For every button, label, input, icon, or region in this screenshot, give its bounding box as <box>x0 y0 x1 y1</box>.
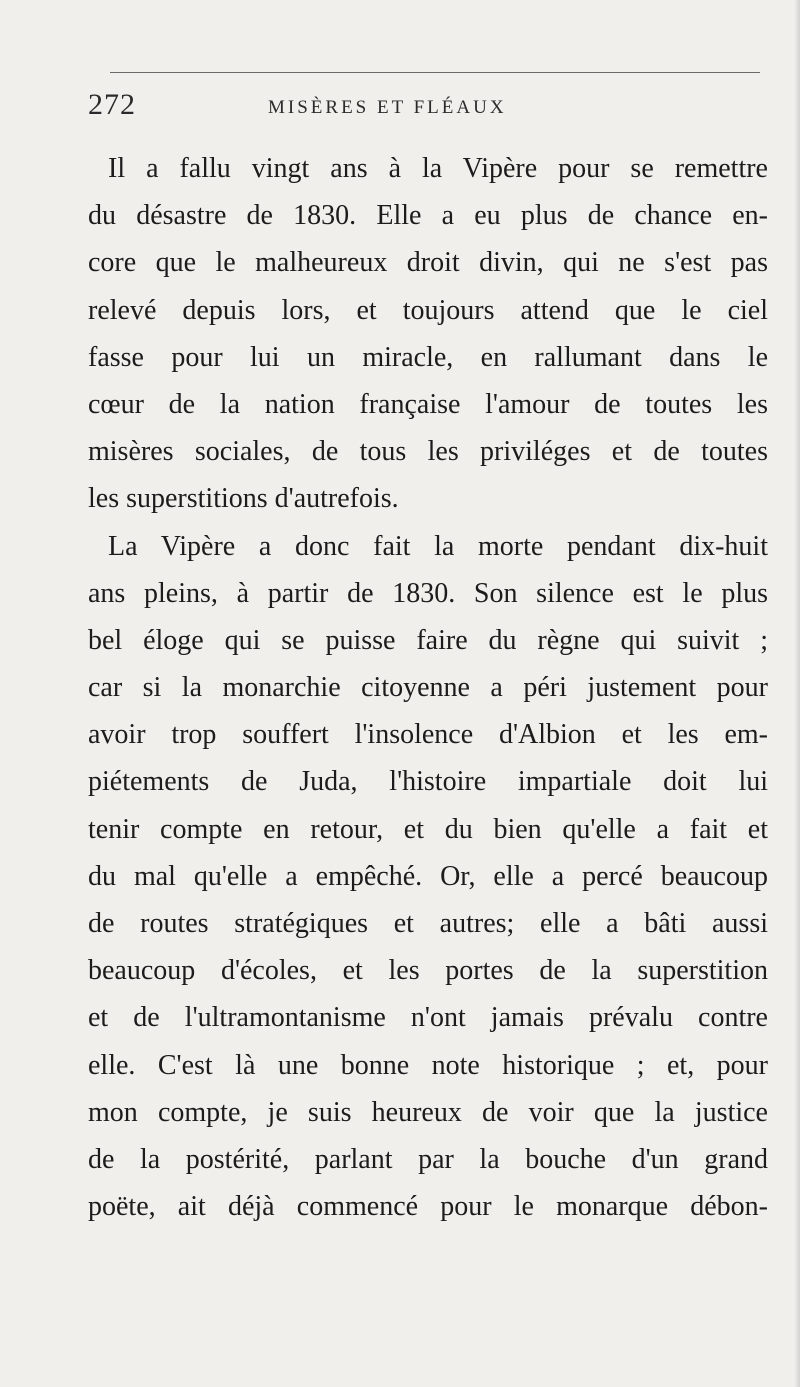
text-line: poëte, ait déjà commencé pour le monarque débon- <box>88 1191 768 1223</box>
text-line: bel éloge qui se puisse faire du règne qui suivit ; <box>88 624 768 656</box>
text-line: les superstitions d'autrefois. <box>88 483 399 515</box>
text-line: du mal qu'elle a empêché. Or, elle a percé beaucoup <box>88 860 768 892</box>
text-line: fasse pour lui un miracle, en rallumant dans le <box>88 341 768 373</box>
text-line: mon compte, je suis heureux de voir que la justice <box>88 1096 768 1128</box>
text-line: La Vipère a donc fait la morte pendant dix-huit <box>108 530 768 562</box>
text-line: de la postérité, parlant par la bouche d'un grand <box>88 1143 768 1175</box>
text-line: tenir compte en retour, et du bien qu'elle a fait et <box>88 813 768 845</box>
text-line: core que le malheureux droit divin, qui ne s'est pas <box>88 247 768 279</box>
text-line: et de l'ultramontanisme n'ont jamais prévalu contre <box>88 1002 768 1034</box>
text-line: cœur de la nation française l'amour de toutes les <box>88 388 768 420</box>
text-line: elle. C'est là une bonne note historique ; et, pour <box>88 1049 768 1081</box>
text-line: du désastre de 1830. Elle a eu plus de chance en- <box>88 200 768 232</box>
text-line: avoir trop souffert l'insolence d'Albion et les em- <box>88 719 768 751</box>
text-line: beaucoup d'écoles, et les portes de la superstition <box>88 955 768 987</box>
text-line: misères sociales, de tous les priviléges et de toutes <box>88 436 768 468</box>
text-line: car si la monarchie citoyenne a péri justement pour <box>88 672 768 704</box>
body-text <box>88 145 768 1230</box>
text-line: piétements de Juda, l'histoire impartiale doit lui <box>88 766 768 798</box>
page-edge-shadow <box>794 0 800 1387</box>
text-line: Il a fallu vingt ans à la Vipère pour se remettre <box>108 153 768 184</box>
running-title: MISÈRES ET FLÉAUX <box>268 97 507 118</box>
page-number: 272 <box>88 88 136 121</box>
text-line: relevé depuis lors, et toujours attend que le ciel <box>88 294 768 326</box>
page-header <box>88 88 768 128</box>
text-line: ans pleins, à partir de 1830. Son silence est le plus <box>88 577 768 609</box>
header-rule <box>110 72 760 73</box>
text-line: de routes stratégiques et autres; elle a bâti aussi <box>88 908 768 939</box>
